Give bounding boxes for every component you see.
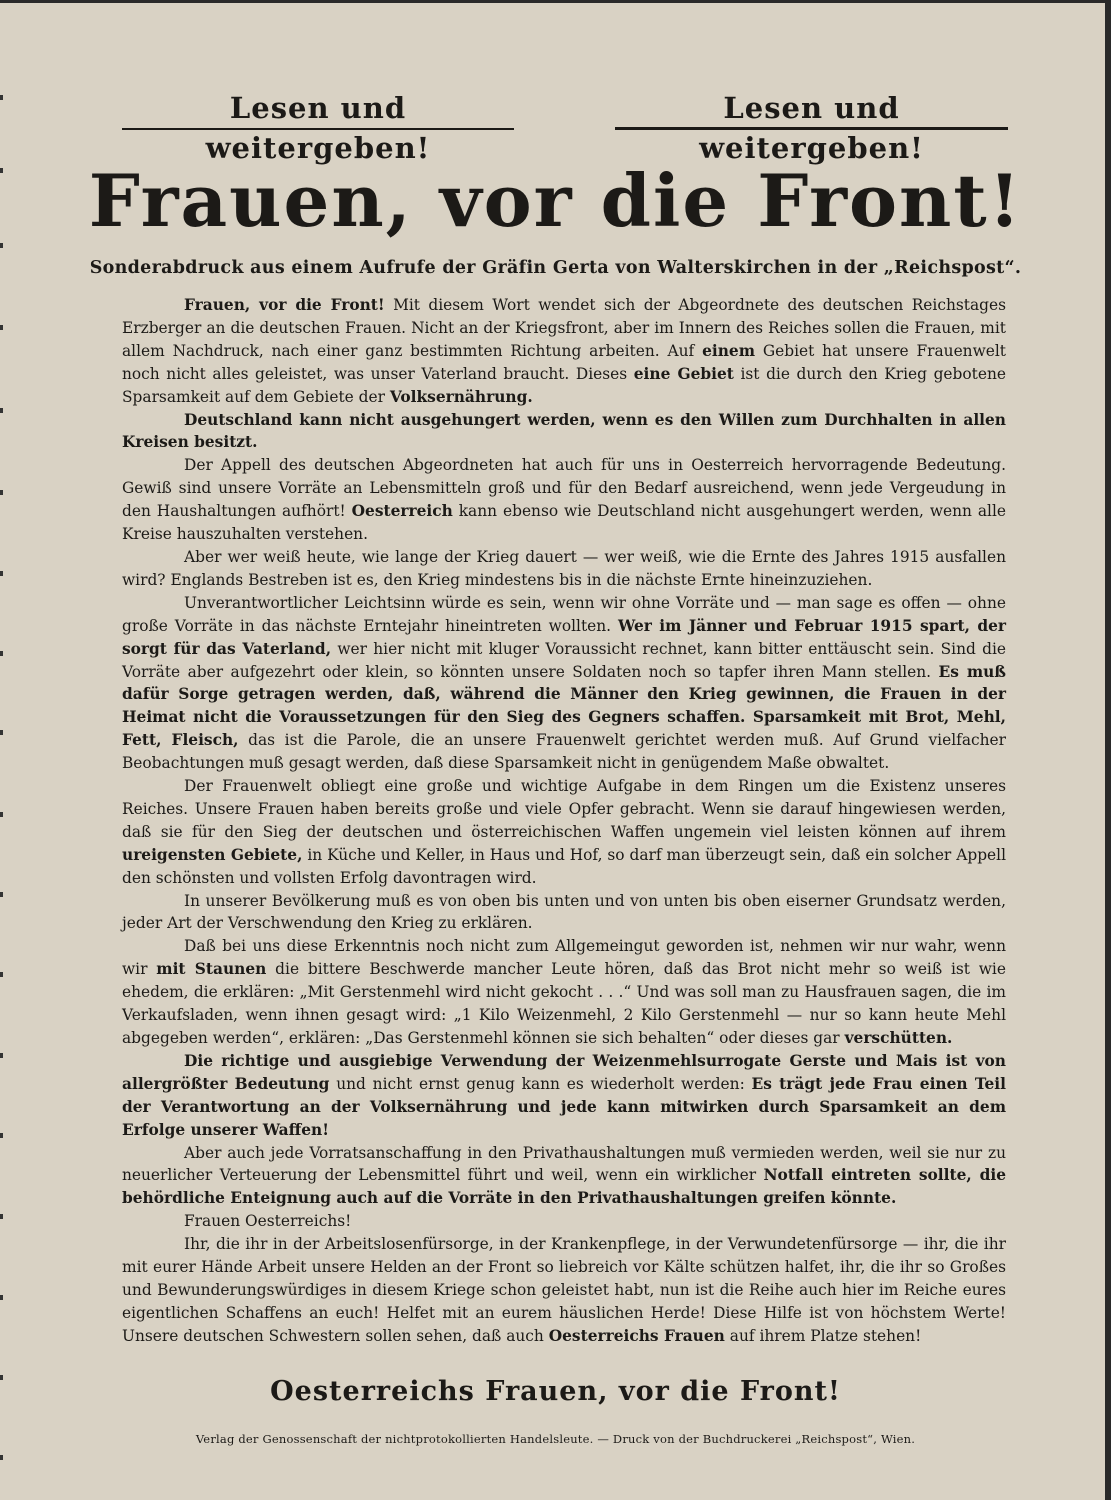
emphasis: Volksernährung. <box>389 387 533 406</box>
emphasis: ureigensten Gebiete, <box>122 845 303 864</box>
subtitle: Sonderabdruck aus einem Aufrufe der Gräfin Gerta von Walterskirchen in der „Reichspost“. <box>89 258 1022 278</box>
paragraph-3 <box>122 454 1006 546</box>
paragraph-6 <box>122 775 1006 890</box>
emphasis: Es muß dafür Sorge getragen werden, daß, während die Männer den Krieg gewinnen, die Frauen in der Heimat nicht die Voraussetzungen für den Sieg des Gegners schaffen. Sparsamkeit mit Brot, Mehl, Fett, Fleisch, <box>122 662 1006 750</box>
paragraph-1-text-b: Gebiet hat unsere Frauenwelt noch nicht alles geleistet, was unser Vaterland braucht. Dieses <box>122 341 1006 383</box>
paragraph-6-text: Der Frauenwelt obliegt eine große und wichtige Aufgabe in dem Ringen um die Existenz unseres Reiches. Unsere Frauen haben bereits große und viele Opfer gebracht. Wenn sie darauf hingewiesen werden, daß sie für den Sieg der deutschen und österreichischen Waffen ungemein viel leisten können auf ihrem <box>122 777 1006 841</box>
paragraph-3-text: Der Appell des deutschen Abgeordneten hat auch für uns in Oesterreich hervorragende Bedeutung. Gewiß sind unsere Vorräte an Lebensmitteln groß und für den Bedarf ausreichend, wenn jede Vergeudung in den Haushaltungen aufhört! <box>122 456 1006 521</box>
paragraph-1-text-c: ist die durch den Krieg gebotene Sparsamkeit auf dem Gebiete der <box>122 364 1006 406</box>
paragraph-1-text: Mit diesem Wort wendet sich der Abgeordnete des deutschen Reichstages Erzberger an die deutschen Frauen. Nicht an der Kriegsfront, aber im Innern des Reiches sollen die Frauen, mit allem Nachdruck, nach einer ganz bestimmten Richtung arbeiten. Auf <box>122 296 1006 360</box>
paragraph-5-text-c: das ist die Parole, die an unsere Frauenwelt gerichtet werden muß. Auf Grund vielfacher Beobachtungen muß gesagt werden, daß diese Sparsamkeit nicht in genügendem Maße obwaltet. <box>122 731 1006 773</box>
body-text <box>122 294 1006 1348</box>
paragraph-9-text: und nicht ernst genug kann es wiederholt werden: <box>336 1074 745 1093</box>
paragraph-5 <box>122 592 1006 775</box>
paragraph-5-text: Unverantwortlicher Leichtsinn würde es sein, wenn wir ohne Vorräte und — man sage es offen — ohne große Vorräte in das nächste Erntejahr hineintreten wollten. <box>122 593 1006 635</box>
paragraph-8-text: Daß bei uns diese Erkenntnis noch nicht zum Allgemeingut geworden ist, nehmen wir nur wahr, wenn wir <box>122 937 1006 979</box>
emphasis: Deutschland kann nicht ausgehungert werden, wenn es den Willen zum Durchhalten in allen Kreisen besitzt. <box>122 410 1006 452</box>
emphasis: Notfall eintreten sollte, die behördliche Enteignung auch auf die Vorräte in den Privathaushaltungen greifen könnte. <box>122 1166 1007 1208</box>
emphasis: Die richtige und ausgiebige Verwendung der Weizenmehlsurrogate Gerste und Mais ist von allergrößter Bedeutung <box>122 1051 1006 1093</box>
main-title: Frauen, vor die Front! <box>88 158 1023 243</box>
emphasis: eine Gebiet <box>633 364 734 383</box>
paragraph-6-text-b: in Küche und Keller, in Haus und Hof, so darf man überzeugt sein, daß ein solcher Appell den schönsten und vollsten Erfolg davontragen wird. <box>122 845 1006 887</box>
paragraph-7: In unserer Bevölkerung muß es von oben bis unten und von unten bis oben eiserner Grundsatz werden, jeder Art der Verschwendung den Krieg zu erklären. <box>122 891 1006 933</box>
paragraph-8 <box>122 935 1006 1050</box>
paragraph-9 <box>122 1050 1006 1142</box>
paragraph-11: Frauen Oesterreichs! <box>184 1212 352 1231</box>
paragraph-10-text: Aber auch jede Vorratsanschaffung in den Privathaushaltungen muß vermieden werden, weil sie nur zu neuerlicher Verteuerung der Lebensmittel führt und weil, wenn ein wirklicher <box>122 1143 1006 1185</box>
emphasis: einem <box>702 341 755 360</box>
paragraph-12-text-b: auf ihrem Platze stehen! <box>729 1326 922 1345</box>
emphasis: Wer im Jänner und Februar 1915 spart, der sorgt für das Vaterland, <box>122 616 1006 658</box>
imprint-line: Verlag der Genossenschaft der nichtprotokollierten Handelsleute. — Druck von der Buchdruckerei „Reichspost“, Wien. <box>195 1432 916 1446</box>
closing-slogan: Oesterreichs Frauen, vor die Front! <box>270 1376 841 1407</box>
paragraph-12 <box>122 1233 1006 1348</box>
paragraph-1 <box>122 294 1006 409</box>
emphasis: Oesterreich <box>351 502 453 521</box>
paragraph-10 <box>122 1142 1006 1211</box>
emphasis: mit Staunen <box>156 960 267 979</box>
emphasis: Oesterreichs Frauen <box>548 1326 725 1345</box>
paragraph-8-text-b: die bittere Beschwerde mancher Leute hören, daß das Brot nicht mehr so weiß ist wie ehedem, die erklären: „Mit Gerstenmehl wird nicht gekocht . . .“ Und was soll man zu Hausfrauen sagen, die im Verkaufsladen, wenn ihnen gesagt wird: „1 Kilo Weizenmehl, 2 Kilo Gerstenmehl — nur so kann heute Mehl abgegeben werden“, erklären: „Das Gerstenmehl können sie sich behalten“ oder dieses gar <box>122 960 1006 1047</box>
emphasis: Es trägt jede Frau einen Teil der Verantwortung an der Volksernährung und jede kann mitwirken durch Sparsamkeit an dem Erfolge unserer Waffen! <box>122 1074 1006 1139</box>
header-row <box>122 88 1008 165</box>
paragraph-2 <box>122 409 1006 455</box>
kicker-left: Lesen und weitergeben! <box>122 88 514 130</box>
paragraph-5-text-b: wer hier nicht mit kluger Voraussicht rechnet, kann bitter enttäuscht sein. Sind die Vorräte aber aufgezehrt oder klein, so könnten unsere Soldaten noch so tapfer ihren Mann stellen. <box>122 639 1006 681</box>
paragraph-4: Aber wer weiß heute, wie lange der Krieg dauert — wer weiß, wie die Ernte des Jahres 1915 ausfallen wird? Englands Bestreben ist es, den Krieg mindestens bis in die nächste Ernte hineinzuziehen. <box>122 547 1006 589</box>
kicker-right: Lesen und weitergeben! <box>615 88 1008 130</box>
lead-phrase: Frauen, vor die Front! <box>184 296 385 314</box>
paragraph-3-text-b: kann ebenso wie Deutschland nicht ausgehungert werden, wenn alle Kreise hauszuhalten verstehen. <box>122 502 1006 544</box>
emphasis: verschütten. <box>844 1029 953 1047</box>
paragraph-12-text: Ihr, die ihr in der Arbeitslosenfürsorge, in der Krankenpflege, in der Verwundetenfürsorge — ihr, die ihr mit eurer Hände Arbeit unsere Helden an der Front so liebreich vor Kälte schützen halfet, ihr, die ihr so Großes und Bewunderungswürdiges in diesem Kriege schon geleistet habt, nun ist die Reihe auch hier im Reiche eures eigentlichen Schaffens an euch! Helfet mit an eurem häuslichen Herde! Diese Hilfe ist von höchstem Werte! Unsere deutschen Schwestern sollen sehen, daß auch <box>122 1235 1006 1345</box>
